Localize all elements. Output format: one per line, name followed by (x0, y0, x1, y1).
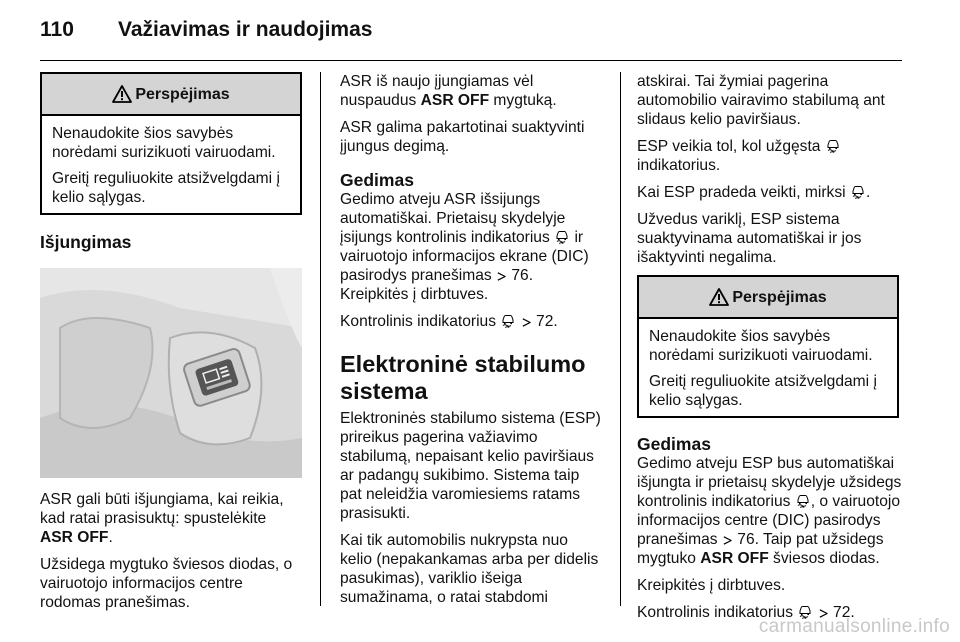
column-1 (40, 72, 302, 620)
paragraph: Gedimo atveju ASR išsijungs automatiškai. Prietaisų skydelyje įsijungs kontrolinis indikatorius ir vairuotojo informacijos ekrane (DIC) pasirodys pranešimas 76. (340, 191, 589, 284)
esp-indicator-icon (554, 228, 570, 244)
paragraph: Užsidega mygtuko šviesos diodas, o vairuotojo informacijos centre rodomas pranešimas. (40, 556, 293, 611)
warning-box (637, 275, 899, 418)
esp-indicator-icon (500, 312, 516, 328)
warning-body (42, 116, 300, 213)
asr-off-label: ASR OFF (700, 550, 769, 567)
watermark: carmanualsonline.info (758, 616, 950, 637)
paragraph: ASR galima pakartotinai suaktyvinti įjungus degimą. (340, 119, 585, 155)
asr-off-label: ASR OFF (420, 92, 490, 109)
warning-title: Perspėjimas (135, 85, 230, 103)
header-rule (40, 60, 902, 61)
warning-body (639, 319, 897, 416)
section-title-fault: Gedimas (340, 170, 414, 190)
esp-indicator-icon (795, 492, 811, 508)
column-divider (320, 72, 321, 606)
paragraph: Gedimo atveju ESP bus automatiškai išjungta ir prietaisų skydelyje užsidegs kontrolinis indikatorius , o vairuotojo informacijos centre (DIC) pasirodys pranešimas 76. Taip pat užsidegs mygtuko ASR OFF šviesos diodas. (637, 455, 902, 567)
page-number: 110 (40, 18, 74, 41)
paragraph: Elektroninės stabilumo sistema (ESP) prireikus pagerina važiavimo stabilumą, nepaisant kelio paviršiaus ar padangų sukibimo. Sistema taip pat neleidžia varomiesiems ratams prasisukti. (340, 410, 601, 522)
reference-arrow-icon (521, 317, 532, 328)
warning-text: Nenaudokite šios savybės norėdami surizikuoti vairuodami. (649, 328, 873, 364)
warning-text: Greitį reguliuokite atsižvelgdami į kelio sąlygas. (649, 373, 877, 409)
section-title-deactivation: Išjungimas (40, 232, 132, 252)
warning-icon (709, 288, 729, 306)
column-divider (620, 72, 621, 606)
paragraph: Kontrolinis indikatorius 72. (637, 604, 855, 621)
warning-header (639, 277, 897, 319)
page-title: Važiavimas ir naudojimas (118, 18, 373, 41)
warning-title: Perspėjimas (732, 288, 827, 306)
section-title-fault: Gedimas (637, 434, 711, 454)
warning-header (42, 74, 300, 116)
paragraph: Kreipkitės į dirbtuves. (637, 577, 786, 594)
paragraph: Kai tik automobilis nukrypsta nuo kelio (nepakankamas arba per didelis pasukimas), variklio išeiga sumažinama, o ratai stabdomi (340, 532, 599, 606)
page-header (40, 18, 372, 48)
column-3 (637, 72, 902, 630)
paragraph: Kreipkitės į dirbtuves. (340, 286, 489, 303)
reference-arrow-icon (722, 535, 733, 546)
asr-off-label: ASR OFF (40, 529, 109, 546)
paragraph: Užvedus variklį, ESP sistema suaktyvinama automatiškai ir jos išaktyvinti negalima. (637, 211, 862, 266)
console-illustration (40, 268, 302, 478)
paragraph: ASR gali būti išjungiama, kai reikia, kad ratai prasisuktų: spustelėkite ASR OFF. (40, 491, 284, 546)
paragraph: Kai ESP pradeda veikti, mirksi . (637, 184, 871, 201)
asr-button-photo (40, 268, 302, 478)
warning-icon (112, 85, 132, 103)
paragraph: atskirai. Tai žymiai pagerina automobilio vairavimo stabilumą ant slidaus kelio paviršiaus. (637, 73, 885, 128)
column-2 (340, 72, 602, 615)
warning-text: Greitį reguliuokite atsižvelgdami į kelio sąlygas. (52, 170, 280, 206)
warning-box (40, 72, 302, 215)
paragraph: Kontrolinis indikatorius 72. (340, 313, 558, 330)
paragraph: ESP veikia tol, kol užgęsta indikatorius. (637, 137, 902, 175)
esp-indicator-icon (850, 183, 866, 199)
reference-arrow-icon (496, 271, 507, 282)
esp-indicator-icon (825, 137, 841, 153)
section-title-esp: Elektroninė stabilumo sistema (340, 351, 586, 404)
paragraph: ASR iš naujo įjungiamas vėl nuspaudus ASR OFF mygtuką. (340, 73, 557, 109)
warning-text: Nenaudokite šios savybės norėdami surizikuoti vairuodami. (52, 125, 276, 161)
